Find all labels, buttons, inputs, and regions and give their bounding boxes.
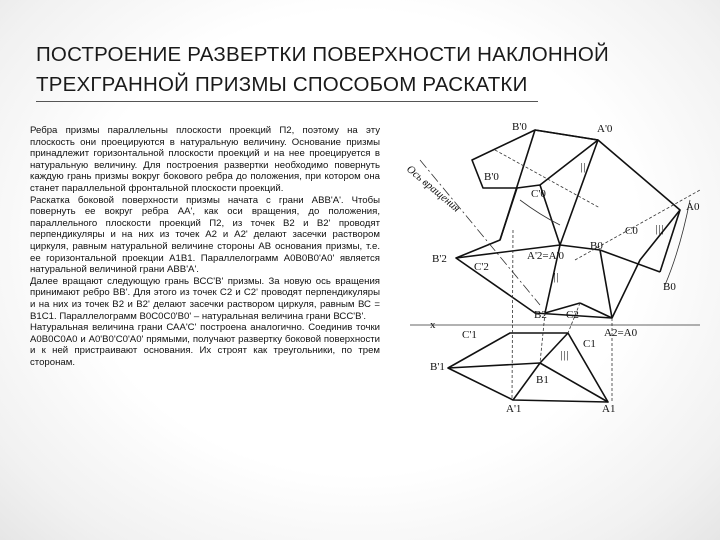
label-b0-lower: B0: [663, 281, 676, 293]
label-a2-prime: A'2=A'0: [527, 250, 565, 262]
label-c0: C0: [625, 225, 638, 237]
label-c0-prime: C'0: [531, 188, 546, 200]
label-c2-prime: C'2: [474, 261, 489, 273]
mark-equal-3: |||: [655, 223, 665, 235]
label-b1-prime: B'1: [430, 361, 445, 373]
paragraph-2: Раскатка боковой поверхности призмы начата с грани АВВ'А'. Чтобы повернуть ее вокруг ребра АА', как оси вращения, до положения, параллельного плоскости проекций П2, из точек В2 и В2' проводят перпендикуляры и на них из точек А2 и А2' делают засечки раствором циркуля, равным натуральной величине стороны АВ основания призмы, т.е. ее горизонтальной проекции А1В1. Параллелограмм А0В0В0'А0' является натуральной величиной грани АВВ'А'.: [30, 194, 380, 276]
label-x-axis: x: [430, 319, 436, 331]
title-underline: [36, 101, 538, 102]
edge-line: [600, 250, 660, 272]
edge-line: [500, 130, 535, 240]
label-b2: B2: [534, 309, 547, 321]
label-b1: B1: [536, 374, 549, 386]
paragraph-3: Далее вращают следующую грань ВСС'В' призмы. За новую ось вращения принимают ребро ВВ'. Для этого из точек С2 и С2' проводят перпендикуляры и на них из точек В2 и В2' делают засечки раствором циркуля, равным ВС = В1С1. Параллелограмм В0С0С0'В0' – натуральная величина грани ВСС'В'.: [30, 275, 380, 322]
edge-line: [448, 363, 540, 368]
construction-line: [512, 230, 513, 400]
label-b-prime-upper: B'0: [484, 171, 499, 183]
mark-equal-1: ||: [580, 161, 587, 173]
body-text: [30, 125, 380, 368]
label-b0-middle: B0: [590, 240, 603, 252]
label-a0-right: A0: [686, 201, 700, 213]
label-rotation-axis: Ось вращения: [404, 163, 463, 215]
title-line-1: ПОСТРОЕНИЕ РАЗВЕРТКИ ПОВЕРХНОСТИ НАКЛОННОЙ: [36, 43, 609, 66]
label-c2: C2: [566, 309, 579, 321]
edge-line: [660, 210, 680, 272]
edge-line: [535, 130, 598, 140]
label-a1-prime: A'1: [506, 403, 522, 415]
label-a0-prime: A'0: [597, 123, 613, 135]
slide-title: [36, 40, 696, 100]
edge-line: [600, 250, 612, 318]
label-b0-prime: B'0: [512, 121, 527, 133]
label-a2: A2=A0: [604, 327, 638, 339]
label-c1: C1: [583, 338, 596, 350]
title-line-2: ТРЕХГРАННОЙ ПРИЗМЫ СПОСОБОМ РАСКАТКИ: [36, 73, 528, 96]
label-a1: A1: [602, 403, 616, 415]
paragraph-1: Ребра призмы параллельны плоскости проекций П2, поэтому на эту плоскость они проецируются в натуральную величину. Основание призмы принадлежит горизонтальной плоскости проекций и на нее проецируется в натуральную величину. Для построения развертки необходимо повернуть каждую грань призмы вокруг бокового ребра до положения, при котором она станет параллельной фронтальной плоскости проекций.: [30, 125, 380, 194]
edge-line: [540, 363, 608, 402]
mark-equal-2: ||: [553, 271, 560, 283]
mark-equal-4: |||: [560, 349, 570, 361]
paragraph-4: Натуральная величина грани САА'С' построена аналогично. Соединив точки А0В0С0А0 и А0'В0'С0'А0' прямыми, получают развертку боковой поверхности и к ней пристраивают основания. Их строят как треугольники, по трем сторонам.: [30, 322, 380, 368]
label-b2-prime: B'2: [432, 253, 447, 265]
compass-arc: [520, 200, 560, 225]
prism-development-figure: [395, 116, 715, 421]
label-c1-prime: C'1: [462, 329, 477, 341]
